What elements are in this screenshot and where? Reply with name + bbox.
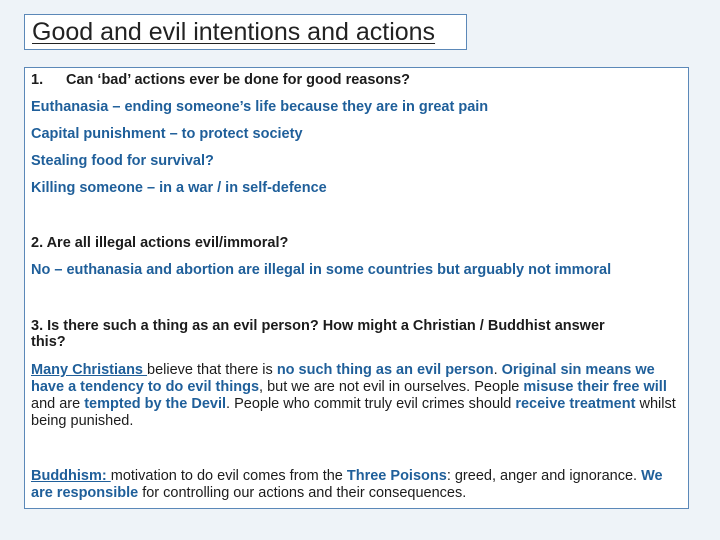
buddhism-label: Buddhism: bbox=[31, 468, 111, 484]
buddhist-text: : greed, anger and ignorance. bbox=[446, 468, 642, 484]
christian-label: Many Christians bbox=[31, 362, 148, 378]
buddhist-answer bbox=[31, 468, 686, 502]
buddhist-highlight: We are responsible bbox=[31, 468, 663, 501]
buddhist-highlight: Three Poisons bbox=[346, 468, 447, 484]
christian-text: and are bbox=[31, 396, 85, 412]
question-1 bbox=[31, 72, 410, 88]
buddhist-text: for controlling our actions and their consequences. bbox=[138, 485, 467, 501]
christian-text: believe that there is bbox=[147, 362, 277, 378]
christian-highlight: Original sin means we have a tendency to do evil things bbox=[31, 362, 655, 395]
christian-answer bbox=[31, 362, 686, 430]
christian-highlight: no such thing as an evil person bbox=[276, 362, 494, 378]
question-3-line-2: this? bbox=[31, 334, 66, 350]
question-1-number: 1. bbox=[31, 72, 44, 88]
christian-highlight: tempted by the Devil bbox=[84, 396, 227, 412]
answer-1-item: Euthanasia – ending someone’s life because they are in great pain bbox=[31, 99, 489, 115]
christian-text: whilst being punished. bbox=[31, 396, 676, 429]
title-box bbox=[24, 14, 467, 50]
christian-text: . bbox=[493, 362, 502, 378]
answer-1-item: Killing someone – in a war / in self-defence bbox=[31, 180, 327, 196]
answer-1-item: Stealing food for survival? bbox=[31, 153, 214, 169]
buddhist-text: motivation to do evil comes from the bbox=[110, 468, 347, 484]
question-3 bbox=[31, 318, 686, 350]
question-2: 2. Are all illegal actions evil/immoral? bbox=[31, 235, 289, 251]
question-1-text: Can ‘bad’ actions ever be done for good reasons? bbox=[66, 72, 411, 88]
christian-highlight: misuse their free will bbox=[523, 379, 667, 395]
christian-text: , but we are not evil in ourselves. People bbox=[259, 379, 524, 395]
christian-text: . People who commit truly evil crimes should bbox=[226, 396, 516, 412]
answer-1-item: Capital punishment – to protect society bbox=[31, 126, 303, 142]
question-3-line-1: 3. Is there such a thing as an evil person? How might a Christian / Buddhist answer bbox=[31, 318, 605, 334]
content-box bbox=[24, 67, 689, 509]
page-title: Good and evil intentions and actions bbox=[32, 18, 436, 46]
christian-highlight: receive treatment bbox=[515, 396, 636, 412]
answer-2: No – euthanasia and abortion are illegal in some countries but arguably not immoral bbox=[31, 262, 612, 278]
